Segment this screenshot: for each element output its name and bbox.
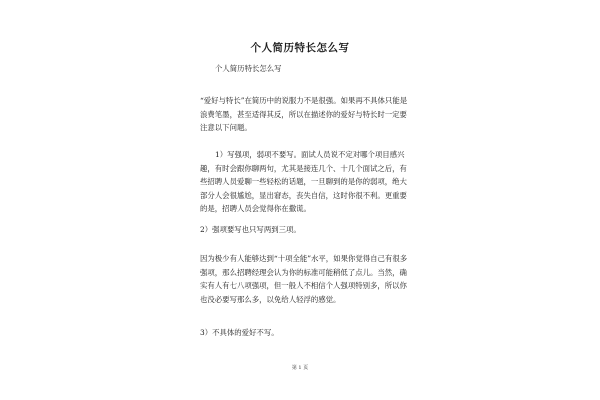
paragraph-point-2: 2）强项要写也只写两到三项。 [200, 225, 301, 234]
page-number: 第 1 页 [291, 365, 309, 371]
subtitle: 个人简历特长怎么写 [215, 64, 282, 73]
paragraph-intro: “爱好与特长”在简历中的说服力不是很强。如果再不具体只能是浪费笔墨，甚至适得其反，所以在描述你的爱好与特长时一定要注意以下问题。 [200, 96, 408, 132]
paragraph-point-3: 3）不具体的爱好不写。 [200, 328, 279, 337]
paragraph-point-1: 1）写强项，弱项不要写。面试人员说不定对哪个项目感兴趣，有时会跟你聊两句，尤其是接连几个、十几个面试之后，有些招聘人员爱聊一些轻松的话题，一旦聊到的是你的弱项，绝大部分人会很尴尬，显出窘态，丧失自信，这时你很不利。更重要的是，招聘人员会觉得你在撒谎。 [200, 150, 407, 213]
paragraph-point-2-detail: 因为极少有人能够达到“十项全能”水平，如果你觉得自己有很多强项，那么招聘经理会认为你的标准可能稍低了点儿。当然，确实有人有七八项强项，但一般人不相信个人强项特别多，所以你也没必要写那么多，以免给人轻浮的感觉。 [200, 254, 408, 304]
page-title: 个人简历特长怎么写 [250, 42, 350, 54]
